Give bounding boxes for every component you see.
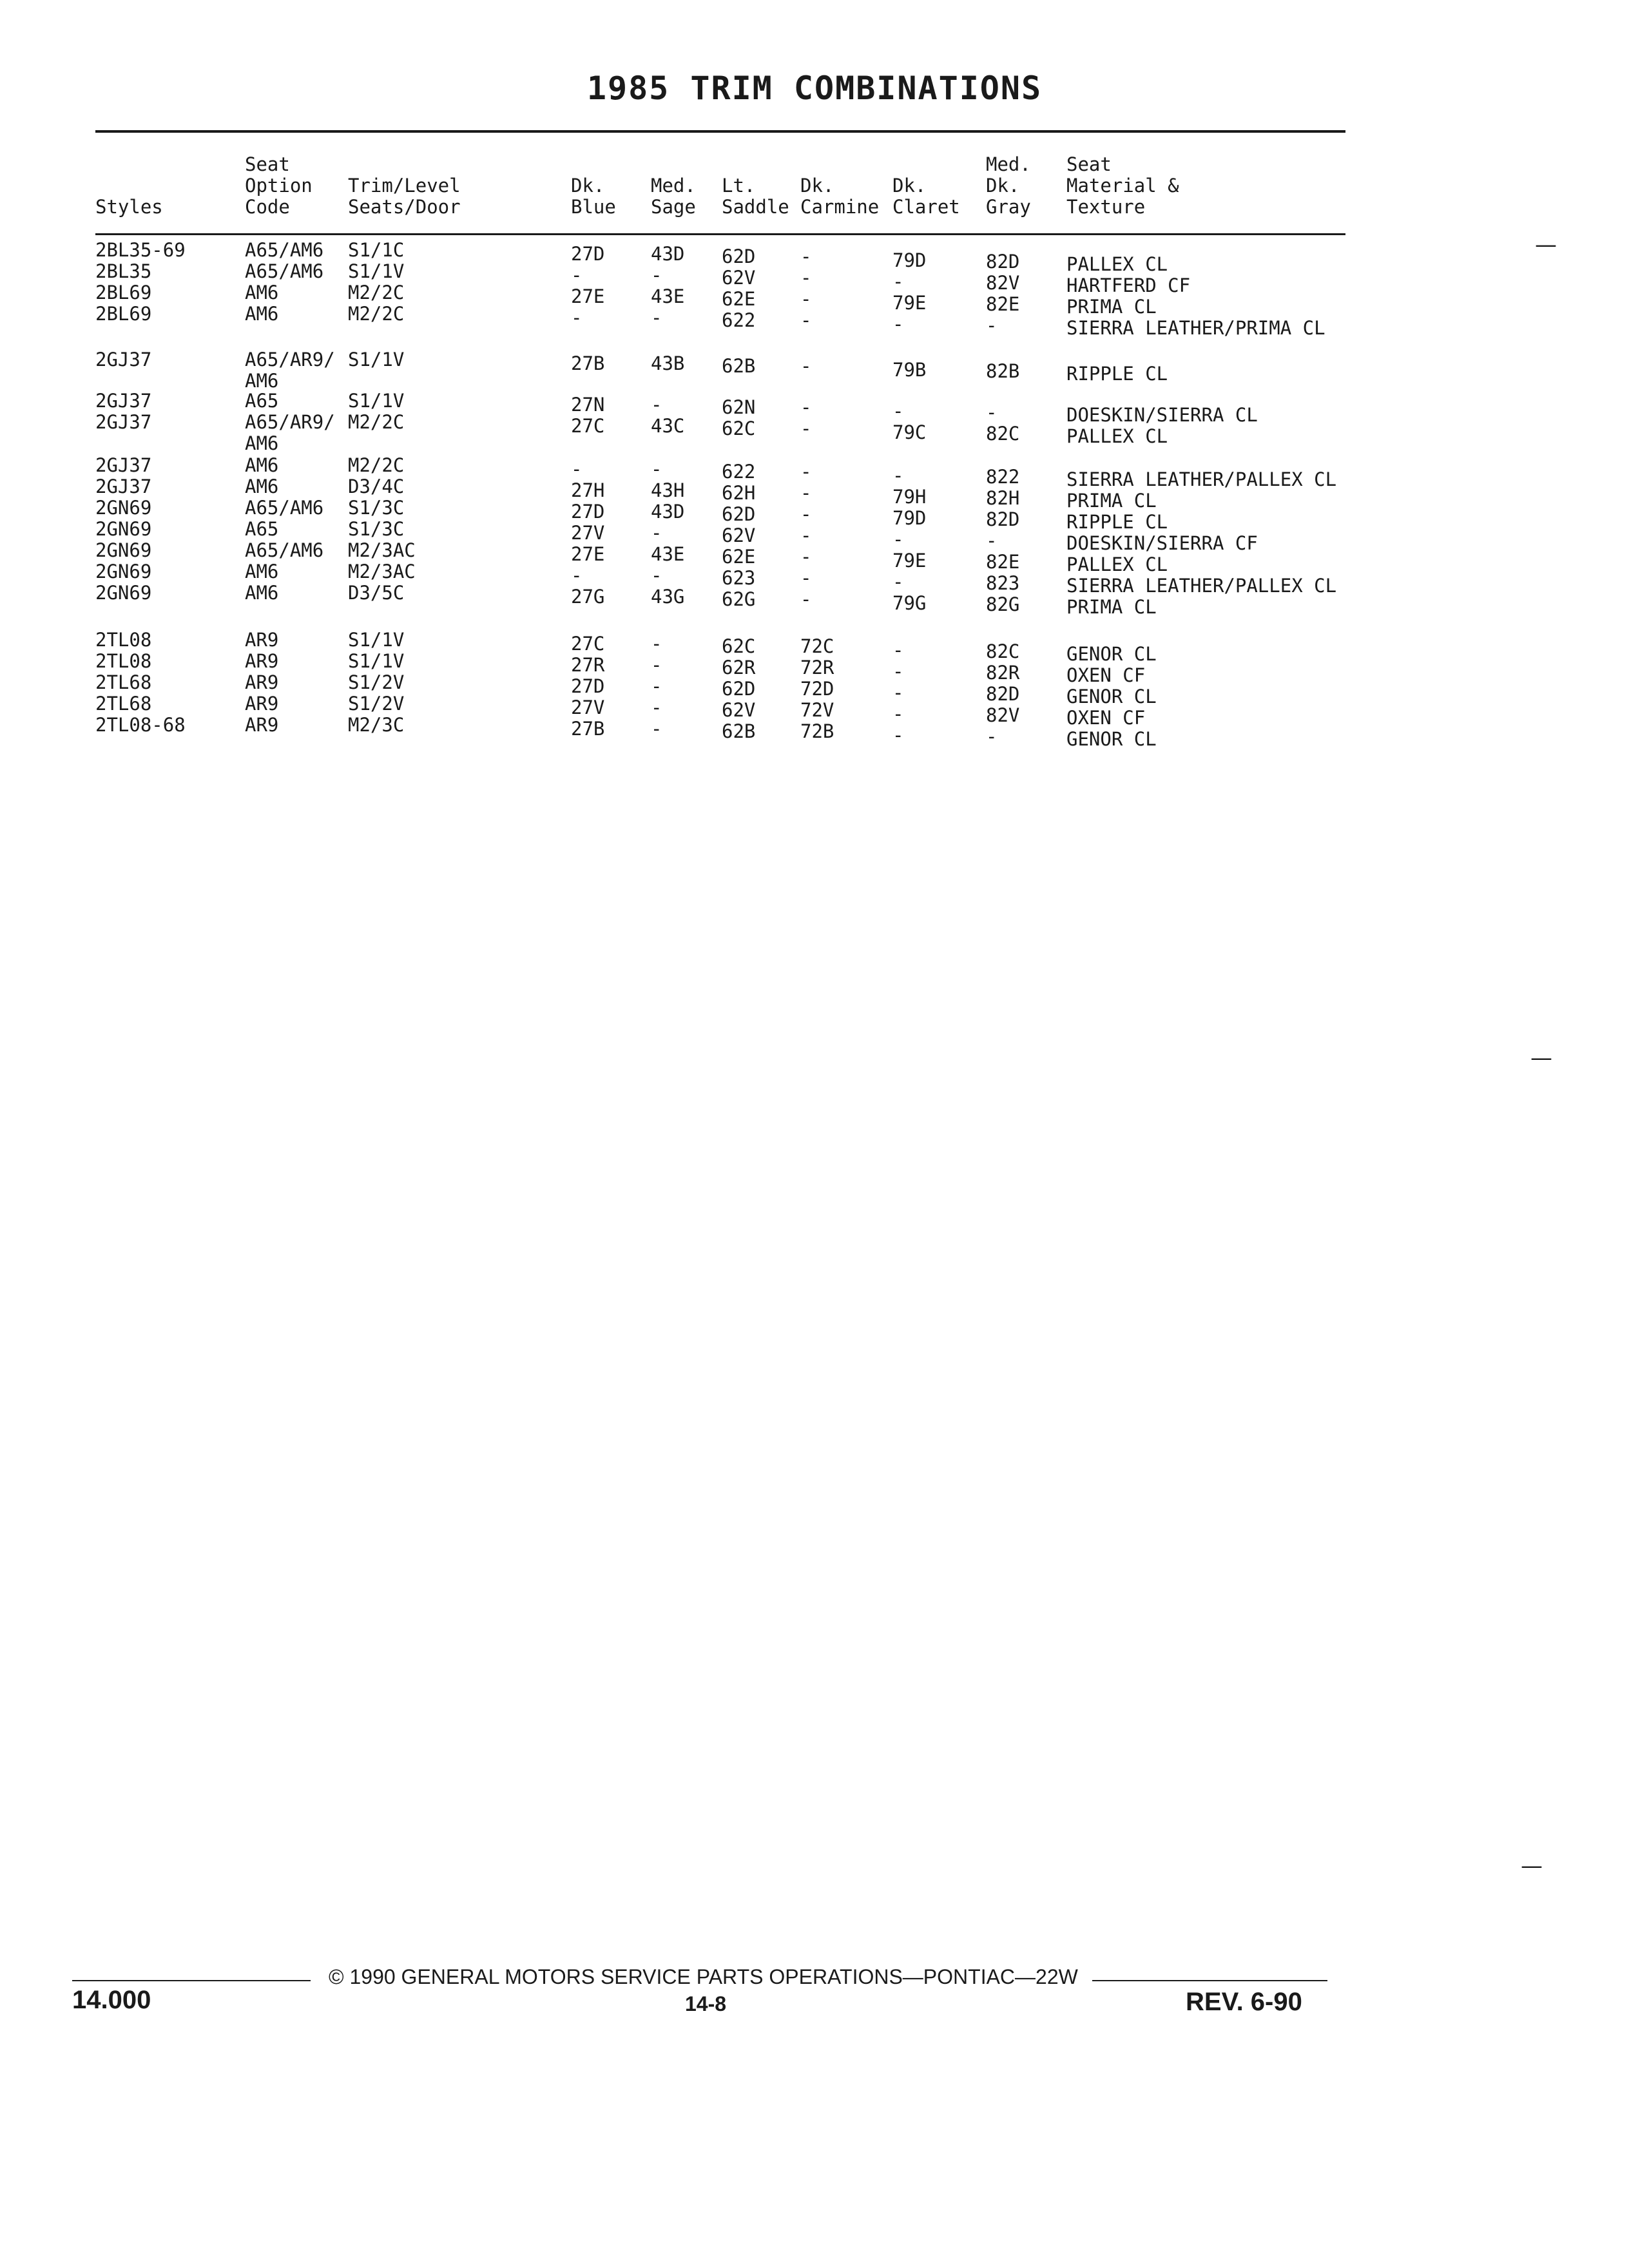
cell-style: 2GJ37 [95,454,152,476]
cell-carmine: - [800,418,812,439]
cell-saddle: 62C [722,635,756,657]
cell-material: PRIMA CL [1066,296,1157,318]
cell-trim: S1/3C [348,518,405,540]
cell-blue: - [571,458,583,480]
cell-material: PRIMA CL [1066,596,1157,618]
cell-material: RIPPLE CL [1066,363,1168,385]
cell-material: SIERRA LEATHER/PRIMA CL [1066,317,1325,339]
cell-blue: 27R [571,654,605,676]
column-header-claret: Dk. Claret [892,175,960,218]
cell-code: A65/AM6 [245,260,324,282]
cell-claret: 79D [892,249,927,271]
cell-code: A65/AM6 [245,239,324,261]
cell-style: 2GN69 [95,518,152,540]
cell-sage: - [651,675,662,697]
column-header-blue: Dk. Blue [571,175,616,218]
cell-code: A65/AM6 [245,497,324,519]
cell-style: 2GJ37 [95,411,152,433]
cell-blue: 27V [571,522,605,544]
cell-trim: S1/1C [348,239,405,261]
cell-style: 2GN69 [95,561,152,582]
cell-code: AM6 [245,303,279,325]
cell-code: AM6 [245,282,279,303]
cell-sage: 43H [651,479,685,501]
cell-carmine: 72C [800,635,834,657]
cell-claret: - [892,682,904,704]
cell-material: DOESKIN/SIERRA CF [1066,532,1258,554]
cell-claret: - [892,400,904,422]
cell-saddle: 62N [722,396,756,418]
page-number: 14-8 [685,1992,727,2015]
cell-blue: - [571,264,583,286]
cell-material: DOESKIN/SIERRA CL [1066,404,1258,426]
cell-material: PALLEX CL [1066,553,1168,575]
cell-carmine: - [800,503,812,525]
cell-style: 2TL68 [95,671,152,693]
cell-claret: 79C [892,421,927,443]
cell-saddle: 62E [722,546,756,568]
cell-carmine: 72V [800,699,834,721]
cell-material: PALLEX CL [1066,253,1168,275]
cell-claret: - [892,639,904,661]
cell-blue: 27D [571,501,605,523]
cell-material: OXEN CF [1066,664,1146,686]
cell-trim: D3/4C [348,476,405,497]
cell-sage: - [651,307,662,329]
cell-material: RIPPLE CL [1066,511,1168,533]
cell-style: 2GN69 [95,539,152,561]
cell-trim: S1/1V [348,260,405,282]
cell-claret: 79G [892,592,927,614]
cell-code: AR9 [245,714,279,736]
cell-trim: M2/3AC [348,539,416,561]
cell-code: AR9 [245,629,279,651]
cell-gray: 82V [986,272,1020,294]
cell-style: 2TL68 [95,693,152,715]
cell-style: 2TL08 [95,629,152,651]
cell-sage: - [651,633,662,655]
cell-blue: 27C [571,415,605,437]
cell-code: A65 [245,518,279,540]
cell-trim: S1/1V [348,650,405,672]
footer-rule-left [72,1980,311,1981]
cell-style: 2GJ37 [95,390,152,412]
cell-material: GENOR CL [1066,728,1157,750]
cell-blue: 27C [571,633,605,655]
cell-claret: 79E [892,550,927,572]
cell-claret: - [892,271,904,293]
cell-trim: S1/2V [348,671,405,693]
cell-trim: S1/1V [348,629,405,651]
cell-style: 2BL35 [95,260,152,282]
cell-carmine: 72D [800,678,834,700]
cell-saddle: 62B [722,720,756,742]
cell-trim: S1/3C [348,497,405,519]
revision-label: REV. 6-90 [1186,1988,1302,2016]
cell-claret: - [892,660,904,682]
column-header-saddle: Lt. Saddle [722,175,789,218]
cell-trim: S1/1V [348,349,405,370]
cell-trim: S1/1V [348,390,405,412]
cell-gray: 82H [986,487,1020,509]
cell-carmine: - [800,482,812,504]
cell-carmine: - [800,288,812,310]
cell-sage: - [651,394,662,416]
cell-sage: 43E [651,543,685,565]
cell-gray: 82C [986,640,1020,662]
cell-claret: - [892,571,904,593]
cell-carmine: - [800,524,812,546]
cell-trim: M2/2C [348,411,405,433]
cell-trim: M2/2C [348,303,405,325]
cell-material: PALLEX CL [1066,425,1168,447]
cell-style: 2BL69 [95,282,152,303]
cell-saddle: 62H [722,482,756,504]
cell-blue: 27H [571,479,605,501]
cell-code: AM6 [245,561,279,582]
cell-trim: M2/3AC [348,561,416,582]
cell-code: AM6 [245,454,279,476]
cell-sage: 43G [651,586,685,608]
cell-saddle: 62D [722,678,756,700]
cell-saddle: 62G [722,588,756,610]
cell-sage: 43E [651,285,685,307]
cell-style: 2TL08 [95,650,152,672]
cell-carmine: - [800,546,812,568]
cell-saddle: 622 [722,461,756,483]
cell-sage: - [651,654,662,676]
cell-blue: 27B [571,718,605,740]
cell-gray: 82V [986,704,1020,726]
cell-trim: M2/2C [348,454,405,476]
cell-saddle: 62V [722,699,756,721]
cell-gray: - [986,314,998,336]
cell-gray: 82D [986,251,1020,273]
cell-trim: M2/2C [348,282,405,303]
cell-code: AR9 [245,693,279,715]
cell-style: 2GJ37 [95,349,152,370]
cell-code: AR9 [245,671,279,693]
cell-code: AR9 [245,650,279,672]
cell-gray: - [986,530,998,552]
cell-material: GENOR CL [1066,686,1157,707]
header-bottom-rule [95,233,1345,235]
cell-saddle: 62B [722,355,756,377]
cell-carmine: - [800,245,812,267]
cell-carmine: - [800,588,812,610]
cell-material: PRIMA CL [1066,490,1157,512]
cell-blue: 27E [571,543,605,565]
copyright-notice: © 1990 GENERAL MOTORS SERVICE PARTS OPERATIONS—PONTIAC—22W [329,1965,1078,1988]
margin-mark: — [1535,232,1557,258]
cell-sage: - [651,718,662,740]
cell-blue: 27N [571,394,605,416]
cell-claret: - [892,528,904,550]
cell-trim: M2/3C [348,714,405,736]
cell-gray: - [986,401,998,423]
footer-rule-right [1092,1980,1327,1981]
cell-code: A65/AR9/ AM6 [245,349,335,392]
cell-code: A65/AM6 [245,539,324,561]
cell-saddle: 62V [722,267,756,289]
page-section: 14.000 [72,1986,151,2014]
page-title: 1985 TRIM COMBINATIONS [586,70,1043,107]
cell-gray: 82G [986,593,1020,615]
cell-claret: 79D [892,507,927,529]
cell-sage: 43C [651,415,685,437]
cell-blue: 27B [571,352,605,374]
cell-saddle: 62C [722,418,756,439]
cell-material: GENOR CL [1066,643,1157,665]
cell-sage: - [651,458,662,480]
cell-saddle: 62D [722,503,756,525]
cell-trim: S1/2V [348,693,405,715]
header-top-rule [95,130,1345,133]
cell-sage: - [651,697,662,718]
cell-code: A65 [245,390,279,412]
column-header-sage: Med. Sage [651,175,696,218]
cell-claret: - [892,703,904,725]
cell-gray: 82D [986,683,1020,705]
column-header-trim: Trim/Level Seats/Door [348,175,461,218]
cell-gray: 82B [986,360,1020,382]
cell-blue: 27D [571,243,605,265]
cell-blue: 27D [571,675,605,697]
cell-gray: - [986,726,998,747]
cell-claret: 79H [892,486,927,508]
cell-saddle: 62D [722,245,756,267]
cell-style: 2GJ37 [95,476,152,497]
cell-blue: - [571,564,583,586]
cell-gray: 823 [986,572,1020,594]
cell-gray: 82D [986,508,1020,530]
cell-carmine: - [800,267,812,289]
column-header-gray: Med. Dk. Gray [986,153,1031,218]
cell-claret: - [892,465,904,486]
cell-blue: 27E [571,285,605,307]
cell-carmine: 72B [800,720,834,742]
cell-sage: 43D [651,501,685,523]
cell-saddle: 62E [722,288,756,310]
cell-style: 2BL35-69 [95,239,186,261]
cell-sage: - [651,522,662,544]
cell-trim: D3/5C [348,582,405,604]
column-header-code: Seat Option Code [245,153,313,218]
cell-material: SIERRA LEATHER/PALLEX CL [1066,468,1337,490]
cell-saddle: 62R [722,657,756,678]
cell-blue: 27G [571,586,605,608]
column-header-material: Seat Material & Texture [1066,153,1179,218]
cell-carmine: - [800,355,812,377]
cell-material: OXEN CF [1066,707,1146,729]
cell-carmine: - [800,461,812,483]
cell-material: SIERRA LEATHER/PALLEX CL [1066,575,1337,597]
cell-sage: 43D [651,243,685,265]
cell-carmine: - [800,396,812,418]
cell-saddle: 622 [722,309,756,331]
cell-sage: - [651,564,662,586]
cell-saddle: 623 [722,567,756,589]
cell-claret: - [892,313,904,335]
cell-gray: 822 [986,466,1020,488]
column-header-carmine: Dk. Carmine [800,175,880,218]
cell-gray: 82E [986,293,1020,315]
cell-claret: 79E [892,292,927,314]
cell-gray: 82C [986,423,1020,445]
cell-code: AM6 [245,582,279,604]
cell-blue: 27V [571,697,605,718]
cell-gray: 82E [986,551,1020,573]
cell-style: 2GN69 [95,497,152,519]
column-header-style: Styles [95,196,163,218]
cell-gray: 82R [986,662,1020,684]
margin-mark: — [1530,1045,1552,1071]
cell-carmine: - [800,309,812,331]
cell-saddle: 62V [722,524,756,546]
cell-style: 2BL69 [95,303,152,325]
cell-style: 2TL08-68 [95,714,186,736]
cell-material: HARTFERD CF [1066,274,1191,296]
cell-style: 2GN69 [95,582,152,604]
cell-carmine: - [800,567,812,589]
cell-code: AM6 [245,476,279,497]
cell-claret: 79B [892,359,927,381]
cell-sage: - [651,264,662,286]
cell-sage: 43B [651,352,685,374]
cell-code: A65/AR9/ AM6 [245,411,335,454]
cell-blue: - [571,307,583,329]
cell-carmine: 72R [800,657,834,678]
margin-mark: — [1521,1853,1543,1879]
cell-claret: - [892,724,904,746]
